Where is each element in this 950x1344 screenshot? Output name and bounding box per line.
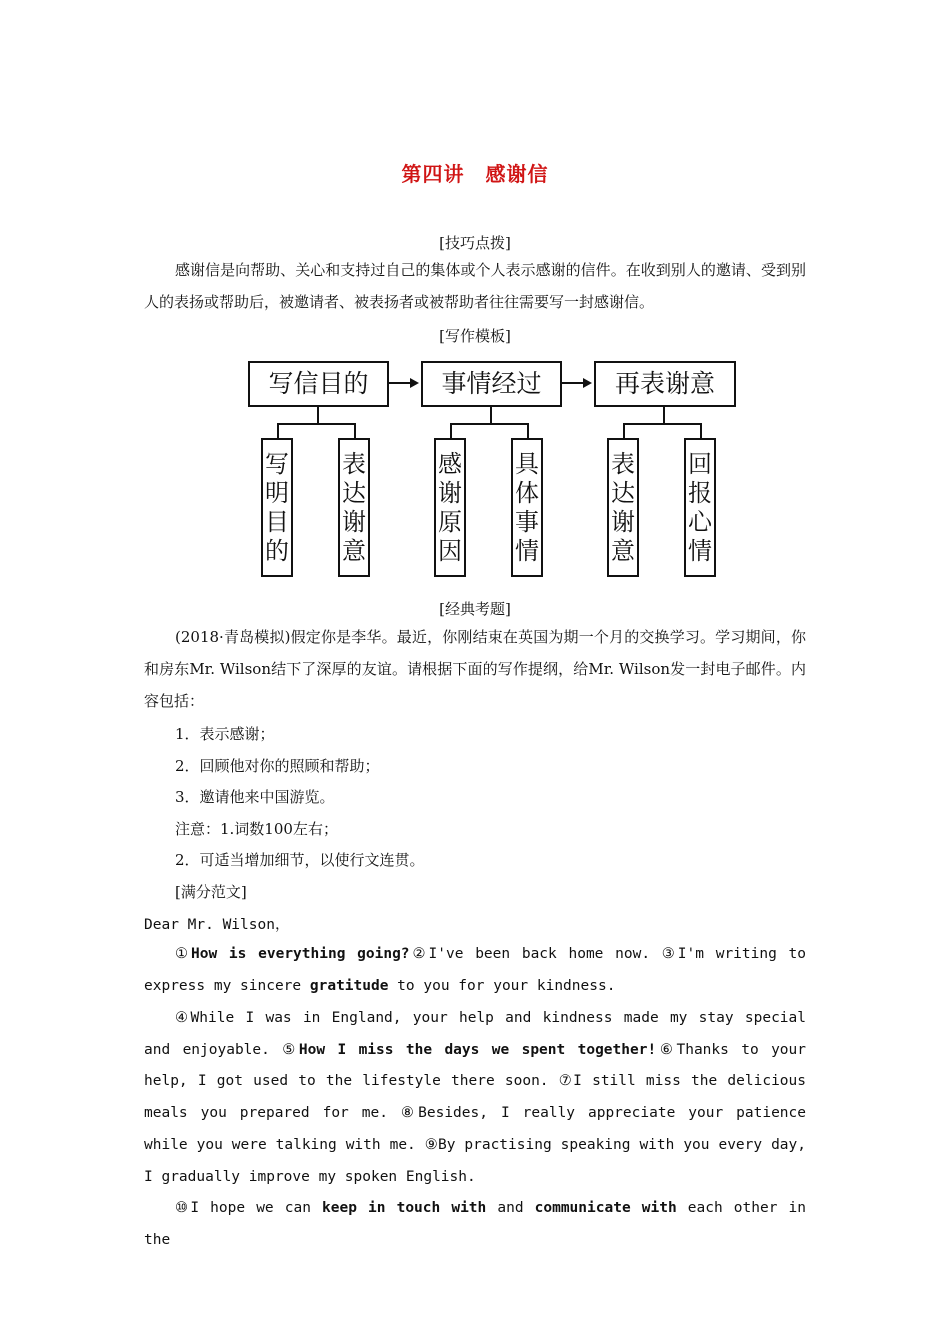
note-2: 2．可适当增加细节，以使行文连贯。: [175, 851, 425, 869]
diagram-sub-express-thanks: 表 达 谢 意: [338, 438, 370, 577]
connector-line: [450, 423, 529, 425]
note-1: 注意：1.词数100左右；: [175, 820, 338, 838]
arrow-line: [562, 382, 585, 384]
connector-line: [623, 423, 702, 425]
connector-line: [623, 423, 625, 438]
diagram-sub-state-purpose: 写 明 目 的: [261, 438, 293, 577]
arrow-head-icon: [410, 378, 419, 388]
task-item-3: 3．邀请他来中国游览。: [175, 788, 335, 806]
section-classic-heading: [经典考题]: [439, 600, 511, 618]
diagram-sub-details: 具 体 事 情: [511, 438, 543, 577]
letter-paragraph-1: ①How is everything going?②I've been back home now. ③I'm writing to express my sincere gratitude to you for your kindness.: [144, 946, 807, 994]
intro-paragraph: 感谢信是向帮助、关心和支持过自己的集体或个人表示感谢的信件。在收到别人的邀请、受到别人的表扬或帮助后，被邀请者、被表扬者或被帮助者往往需要写一封感谢信。: [144, 261, 806, 311]
letter-salutation: Dear Mr. Wilson，: [144, 917, 290, 933]
section-template-heading: [写作模板]: [439, 327, 511, 345]
letter-paragraph-2: ④While I was in England, your help and kindness made my stay special and enjoyable. ⑤How I miss the days we spent together!⑥Thanks to your help, I got used to the lifestyle there soon. ⑦I still miss the delicious meals you prepared for me. ⑧Besides, I really appreciate your patience while you were talking with me. ⑨By practising speaking with you every day, I gradually improve my spoken English.: [144, 1010, 807, 1185]
connector-line: [527, 423, 529, 438]
connector-line: [700, 423, 702, 438]
connector-line: [277, 423, 279, 438]
task-item-1: 1．表示感谢；: [175, 725, 275, 743]
diagram-box-thanks-again: 再表谢意: [594, 361, 736, 407]
task-paragraph: (2018·青岛模拟)假定你是李华。最近，你刚结束在英国为期一个月的交换学习。学习期间，你和房东Mr. Wilson结下了深厚的友谊。请根据下面的写作提纲，给Mr. Wilson发一封电子邮件。内容包括：: [144, 628, 806, 710]
task-item-2: 2．回顾他对你的照顾和帮助；: [175, 757, 380, 775]
diagram-sub-repay: 回 报 心 情: [684, 438, 716, 577]
diagram-box-purpose: 写信目的: [248, 361, 389, 407]
diagram-sub-express-thanks-2: 表 达 谢 意: [607, 438, 639, 577]
section-tips-heading: [技巧点拨]: [439, 234, 511, 252]
connector-line: [277, 423, 356, 425]
section-model-heading: [满分范文]: [175, 883, 247, 901]
page-title: 第四讲 感谢信: [401, 162, 549, 186]
connector-line: [450, 423, 452, 438]
arrow-head-icon: [583, 378, 592, 388]
letter-paragraph-3: ⑩I hope we can keep in touch with and communicate with each other in the: [144, 1200, 806, 1248]
arrow-line: [389, 382, 412, 384]
diagram-sub-reason: 感 谢 原 因: [434, 438, 466, 577]
connector-line: [354, 423, 356, 438]
diagram-box-process: 事情经过: [421, 361, 562, 407]
